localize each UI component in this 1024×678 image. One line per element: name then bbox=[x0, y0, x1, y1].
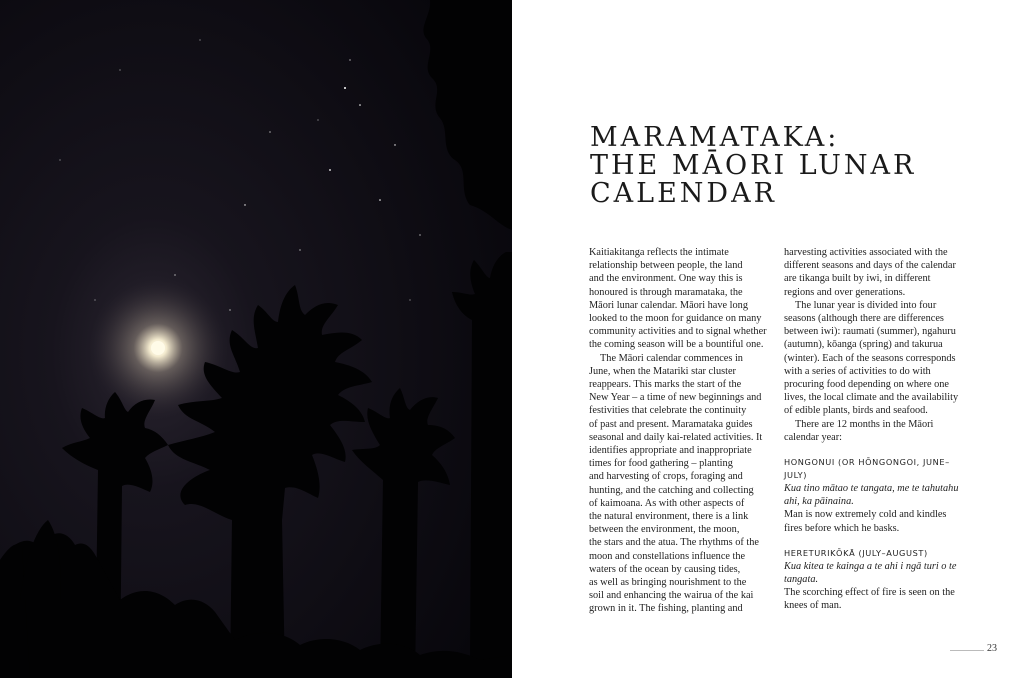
text-line: of edible plants, birds and seafood. bbox=[784, 405, 928, 417]
text-line: between iwi): raumati (summer), ngahuru bbox=[784, 326, 956, 338]
text-line: procuring food depending on where one bbox=[784, 379, 949, 391]
text-line: festivities that celebrate the continuity bbox=[589, 405, 747, 417]
text-line: identifies appropriate and inappropriate bbox=[589, 445, 752, 457]
text-line: June, when the Matariki star cluster bbox=[589, 365, 736, 377]
text-line: are tikanga built by iwi, in different bbox=[784, 273, 931, 285]
text-line: looked to the moon for guidance on many bbox=[589, 313, 762, 325]
text-line: knees of man. bbox=[784, 600, 842, 612]
text-line: tangata. bbox=[784, 574, 819, 586]
text-line: of past and present. Maramataka guides bbox=[589, 418, 753, 430]
text-line: honoured is through maramataka, the bbox=[589, 286, 743, 298]
text-column-right bbox=[784, 246, 996, 613]
text-line: between the environment, the moon, bbox=[589, 524, 740, 536]
page-title bbox=[590, 124, 1010, 208]
paragraph bbox=[589, 352, 801, 616]
text-line: Kua kitea te kainga a te ahi i ngā turi o te bbox=[784, 560, 957, 572]
title-line: MARAMATAKA: bbox=[590, 122, 840, 153]
maori-proverb bbox=[784, 482, 996, 508]
text-line: waters of the ocean by causing tides, bbox=[589, 563, 741, 575]
english-translation bbox=[784, 508, 996, 534]
text-line: (winter). Each of the seasons corresponds bbox=[784, 352, 956, 364]
paragraph bbox=[784, 418, 996, 444]
moon bbox=[151, 341, 165, 355]
text-line: The lunar year is divided into four bbox=[795, 299, 937, 311]
maori-proverb bbox=[784, 560, 996, 586]
text-page bbox=[512, 0, 1024, 678]
text-line: soil and enhancing the wairua of the kai bbox=[589, 590, 754, 602]
text-line: seasons (although there are differences bbox=[784, 313, 944, 325]
text-line: community activities and to signal whether bbox=[589, 326, 767, 338]
english-translation bbox=[784, 586, 996, 612]
page-number: 23 bbox=[987, 643, 997, 654]
text-line: and harvesting of crops, foraging and bbox=[589, 471, 743, 483]
paragraph bbox=[784, 246, 996, 299]
text-column-left bbox=[589, 246, 801, 616]
text-line: The Māori calendar commences in bbox=[600, 352, 743, 364]
text-line: the stars and the atua. The rhythms of the bbox=[589, 537, 759, 549]
text-line: calendar year: bbox=[784, 431, 843, 443]
text-line: the coming season will be a bountiful one. bbox=[589, 339, 764, 351]
paragraph bbox=[589, 246, 801, 352]
text-line: grown in it. The fishing, planting and bbox=[589, 603, 743, 615]
month-heading bbox=[784, 547, 996, 560]
text-line: hunting, and the catching and collecting bbox=[589, 484, 754, 496]
text-line: JULY) bbox=[784, 470, 808, 481]
text-line: moon and constellations influence the bbox=[589, 550, 746, 562]
text-line: and the environment. One way this is bbox=[589, 273, 743, 285]
text-line: fires before which he basks. bbox=[784, 522, 900, 534]
text-line: relationship between people, the land bbox=[589, 260, 743, 272]
text-line: The scorching effect of fire is seen on the bbox=[784, 587, 955, 599]
text-line: of kaimoana. As with other aspects of bbox=[589, 497, 745, 509]
text-line: (autumn), kōanga (spring) and takurua bbox=[784, 339, 943, 351]
text-line: with a series of activities to do with bbox=[784, 365, 931, 377]
text-line: Māori lunar calendar. Māori have long bbox=[589, 299, 748, 311]
text-line: There are 12 months in the Māori bbox=[795, 418, 934, 430]
text-line: Man is now extremely cold and kindles bbox=[784, 509, 947, 521]
text-line: HERETURIKŌKĀ (JULY–AUGUST) bbox=[784, 547, 928, 558]
text-line: HONGONUI (OR HŌNGONGOI, JUNE– bbox=[784, 457, 950, 468]
text-line: seasonal and daily kai-related activities. It bbox=[589, 431, 763, 443]
text-line: ahi, ka pāinaina. bbox=[784, 496, 854, 508]
title-line: CALENDAR bbox=[590, 178, 777, 209]
text-line: as well as bringing nourishment to the bbox=[589, 577, 747, 589]
title-line: THE MĀORI LUNAR bbox=[590, 150, 917, 181]
text-line: reappears. This marks the start of the bbox=[589, 379, 742, 391]
text-line: Kua tino mātao te tangata, me te tahutahu bbox=[784, 483, 959, 495]
month-heading bbox=[784, 456, 996, 482]
text-line: Kaitiakitanga reflects the intimate bbox=[589, 247, 729, 258]
text-line: New Year – a time of new beginnings and bbox=[589, 392, 762, 404]
text-line: times for food gathering – planting bbox=[589, 458, 733, 470]
paragraph bbox=[784, 299, 996, 418]
text-line: harvesting activities associated with the bbox=[784, 247, 948, 258]
text-line: lives, the local climate and the availability bbox=[784, 392, 959, 404]
text-line: different seasons and days of the calendar bbox=[784, 260, 956, 272]
folio-rule bbox=[950, 650, 984, 651]
text-line: the natural environment, there is a link bbox=[589, 511, 749, 523]
text-line: regions and over generations. bbox=[784, 286, 906, 298]
